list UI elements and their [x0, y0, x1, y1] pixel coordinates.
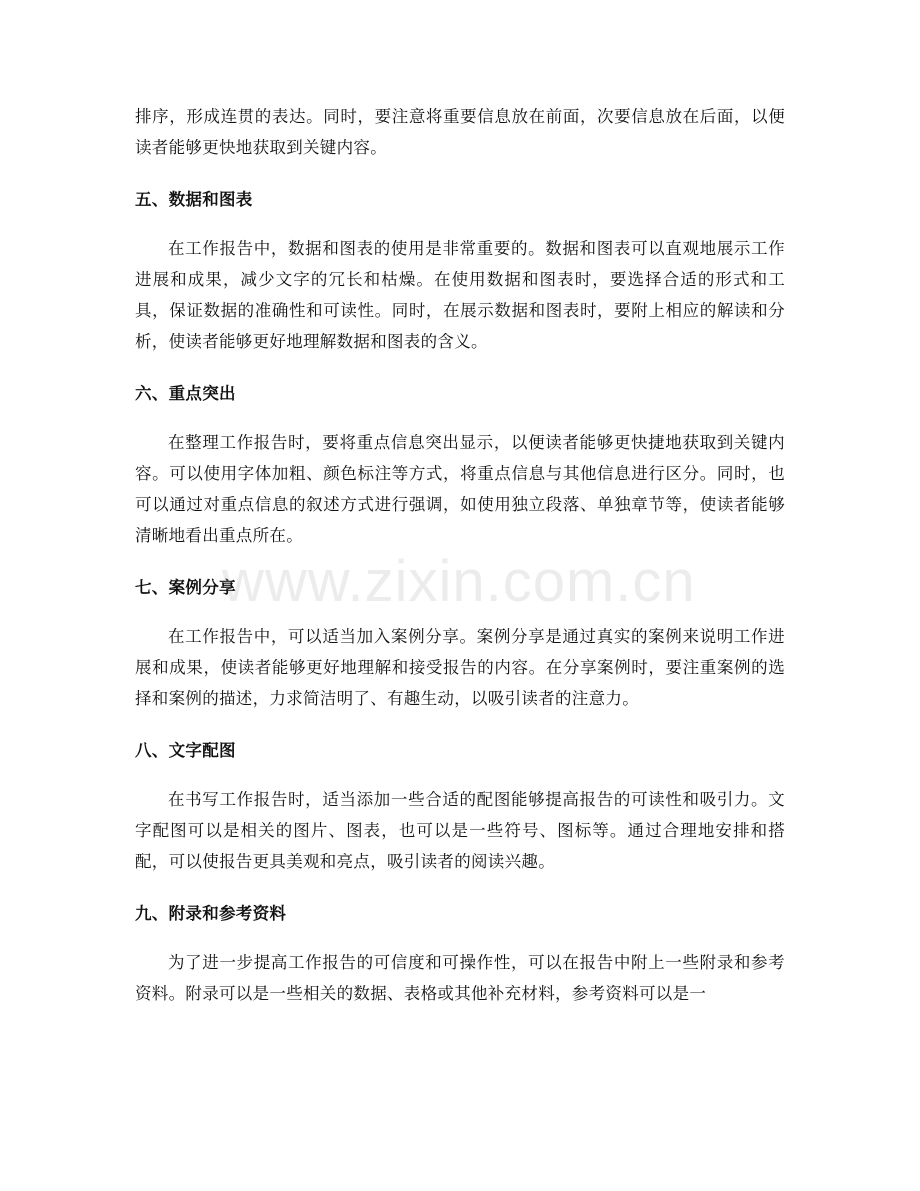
section-body-7: 在工作报告中，可以适当加入案例分享。案例分享是通过真实的案例来说明工作进展和成果，使读者能够更好地理解和接受报告的内容。在分享案例时，要注重案例的选择和案例的描述，力求简洁明了、有趣生动，以吸引读者的注意力。 [135, 627, 785, 708]
section-body-8: 在书写工作报告时，适当添加一些合适的配图能够提高报告的可读性和吸引力。文字配图可以是相关的图片、图表，也可以是一些符号、图标等。通过合理地安排和搭配，可以使报告更具美观和亮点，吸引读者的阅读兴趣。 [135, 790, 785, 871]
watermark-text: www.zixin.com.cn [222, 549, 696, 614]
section-body-5: 在工作报告中，数据和图表的使用是非常重要的。数据和图表可以直观地展示工作进展和成果，减少文字的冗长和枯燥。在使用数据和图表时，要选择合适的形式和工具，保证数据的准确性和可读性。同时，在展示数据和图表时，要附上相应的解读和分析，使读者能够更好地理解数据和图表的含义。 [135, 239, 785, 351]
section-heading-6: 六、重点突出 [135, 384, 236, 403]
section-heading-8: 八、文字配图 [135, 741, 236, 760]
section-heading-7: 七、案例分享 [135, 578, 236, 597]
section-body-6: 在整理工作报告时，要将重点信息突出显示，以便读者能够更快捷地获取到关键内容。可以使用字体加粗、颜色标注等方式，将重点信息与其他信息进行区分。同时，也可以通过对重点信息的叙述方式进行强调，如使用独立段落、单独章节等，使读者能够清晰地看出重点所在。 [135, 433, 785, 545]
document-body [135, 101, 785, 1009]
intro-paragraph: 排序，形成连贯的表达。同时，要注意将重要信息放在前面，次要信息放在后面，以便读者能够更快地获取到关键内容。 [135, 107, 785, 157]
section-heading-9: 九、附录和参考资料 [135, 904, 287, 923]
section-heading-5: 五、数据和图表 [135, 190, 253, 209]
section-body-9: 为了进一步提高工作报告的可信度和可操作性，可以在报告中附上一些附录和参考资料。附录可以是一些相关的数据、表格或其他补充材料，参考资料可以是一 [135, 953, 785, 1003]
